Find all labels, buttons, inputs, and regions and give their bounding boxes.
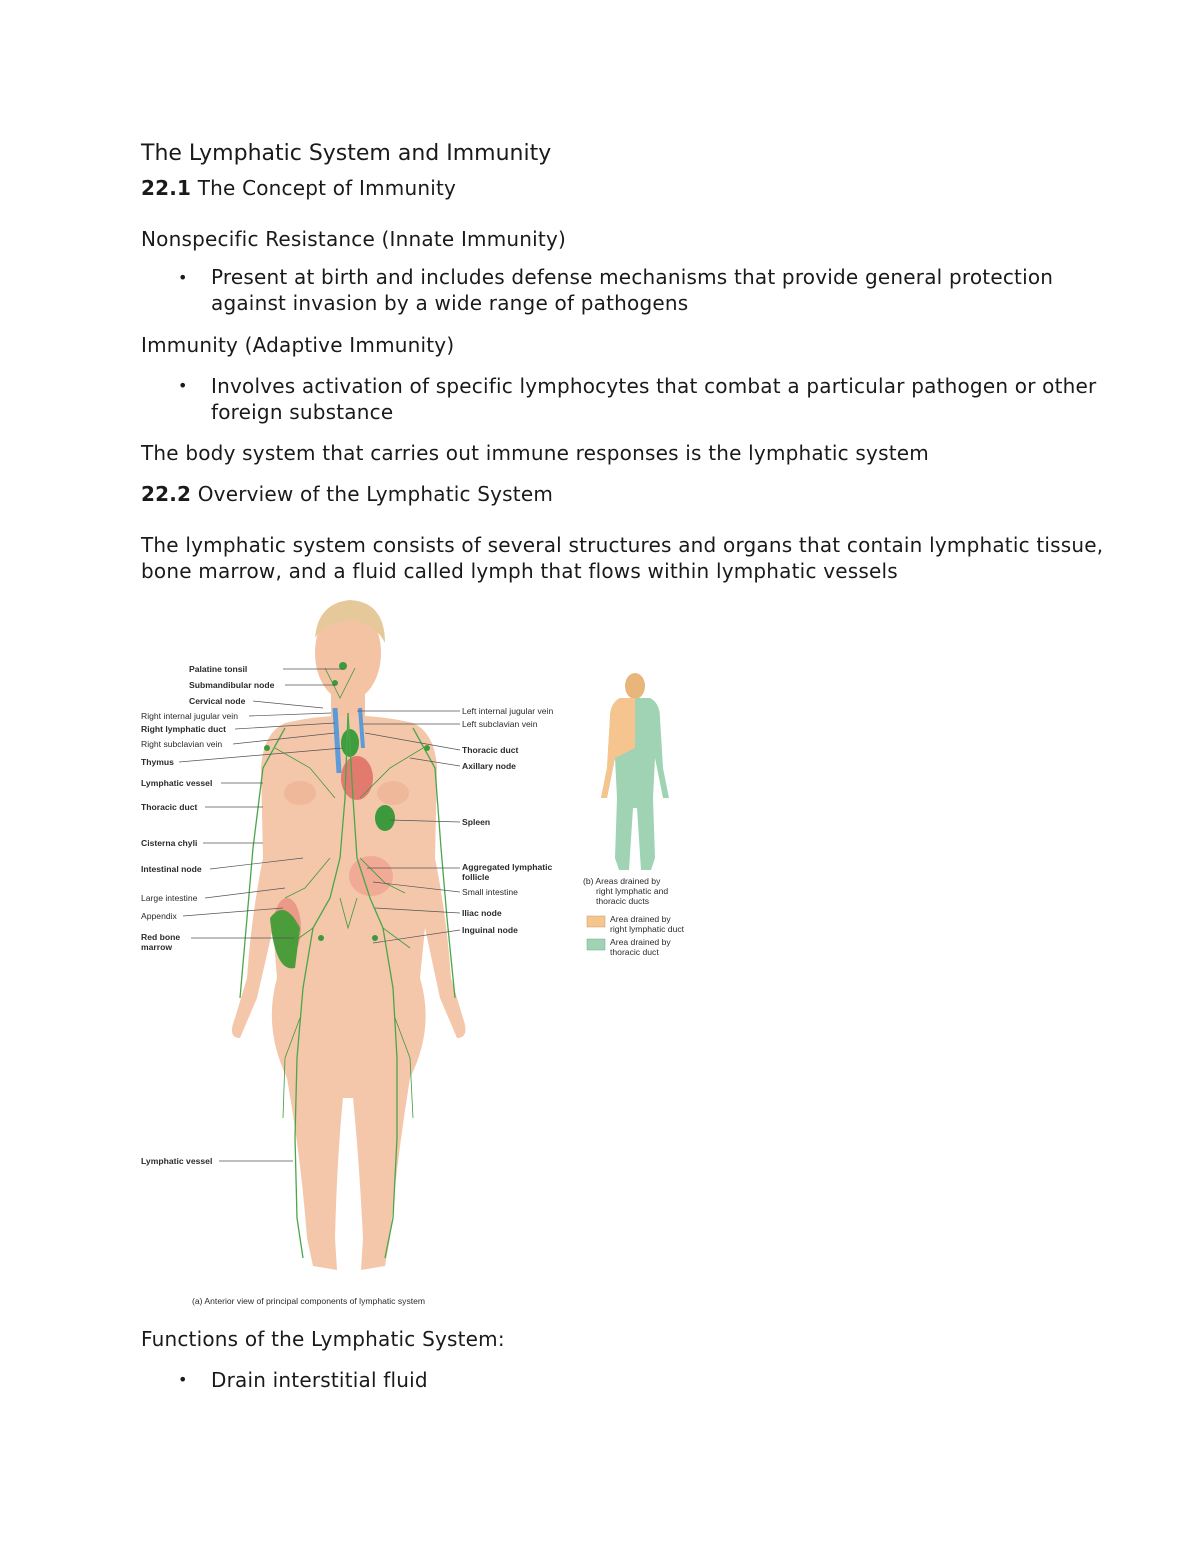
caption-b-line1: (b) Areas drained by bbox=[583, 876, 661, 886]
label-marrow: marrow bbox=[141, 942, 173, 952]
label-right-internal-jugular-vein: Right internal jugular vein bbox=[141, 711, 238, 721]
page-title: The Lymphatic System and Immunity bbox=[141, 141, 552, 166]
nonspecific-heading: Nonspecific Resistance (Innate Immunity) bbox=[141, 227, 566, 251]
label-small-intestine: Small intestine bbox=[462, 887, 518, 897]
section-title: The Concept of Immunity bbox=[197, 176, 457, 200]
section-heading-22-2 bbox=[141, 482, 553, 506]
label-lymphatic-vessel-lower: Lymphatic vessel bbox=[141, 1156, 213, 1166]
nonspecific-bullet-line2: against invasion by a wide range of pathogens bbox=[211, 291, 689, 315]
caption-a: (a) Anterior view of principal components of lymphatic system bbox=[192, 1296, 426, 1306]
body-system-text: The body system that carries out immune responses is the lymphatic system bbox=[141, 441, 929, 465]
label-right-subclavian-vein: Right subclavian vein bbox=[141, 739, 223, 749]
legend-2-line2: thoracic duct bbox=[610, 947, 659, 957]
legend-1-line2: right lymphatic duct bbox=[610, 924, 685, 934]
label-iliac-node: Iliac node bbox=[462, 908, 502, 918]
label-left-subclavian-vein: Left subclavian vein bbox=[462, 719, 538, 729]
label-palatine-tonsil: Palatine tonsil bbox=[189, 664, 248, 674]
functions-heading: Functions of the Lymphatic System: bbox=[141, 1327, 505, 1351]
label-red-bone: Red bone bbox=[141, 932, 181, 942]
label-submandibular-node: Submandibular node bbox=[189, 680, 275, 690]
section-title: Overview of the Lymphatic System bbox=[197, 482, 554, 506]
label-thoracic-duct: Thoracic duct bbox=[141, 802, 198, 812]
label-lymphatic-vessel: Lymphatic vessel bbox=[141, 778, 213, 788]
section-heading-22-1 bbox=[141, 176, 456, 200]
functions-item: Drain interstitial fluid bbox=[211, 1368, 428, 1392]
label-inguinal-node: Inguinal node bbox=[462, 925, 518, 935]
bullet-icon: • bbox=[178, 268, 188, 287]
adaptive-heading: Immunity (Adaptive Immunity) bbox=[141, 333, 455, 357]
bullet-icon: • bbox=[178, 376, 188, 395]
label-aggregated-lymphatic: Aggregated lymphatic bbox=[462, 862, 553, 872]
drainage-diagram bbox=[601, 673, 669, 870]
label-thoracic-duct-right: Thoracic duct bbox=[462, 745, 519, 755]
label-intestinal-node: Intestinal node bbox=[141, 864, 202, 874]
overview-line2: bone marrow, and a fluid called lymph that flows within lymphatic vessels bbox=[141, 559, 898, 583]
label-right-lymphatic-duct: Right lymphatic duct bbox=[141, 724, 226, 734]
bullet-icon: • bbox=[178, 1370, 188, 1389]
label-large-intestine: Large intestine bbox=[141, 893, 198, 903]
label-left-internal-jugular-vein: Left internal jugular vein bbox=[462, 706, 554, 716]
label-cisterna-chyli: Cisterna chyli bbox=[141, 838, 198, 848]
nonspecific-bullet-line1: Present at birth and includes defense mechanisms that provide general protection bbox=[211, 265, 1054, 289]
label-axillary-node: Axillary node bbox=[462, 761, 516, 771]
label-cervical-node: Cervical node bbox=[189, 696, 246, 706]
section-number: 22.1 bbox=[141, 176, 192, 200]
adaptive-bullet-line2: foreign substance bbox=[211, 400, 394, 424]
legend-2-line1: Area drained by bbox=[610, 937, 671, 947]
caption-b-line3: thoracic ducts bbox=[596, 896, 650, 906]
legend-swatch-right-lymphatic bbox=[587, 916, 605, 927]
adaptive-bullet-line1: Involves activation of specific lymphocytes that combat a particular pathogen or other bbox=[211, 374, 1097, 398]
legend-1-line1: Area drained by bbox=[610, 914, 671, 924]
label-appendix: Appendix bbox=[141, 911, 177, 921]
label-thymus: Thymus bbox=[141, 757, 174, 767]
lymphatic-system-figure bbox=[135, 598, 700, 1310]
overview-line1: The lymphatic system consists of several structures and organs that contain lymphatic tissue, bbox=[141, 533, 1104, 557]
body-silhouette bbox=[232, 600, 465, 1270]
caption-b-line2: right lymphatic and bbox=[596, 886, 669, 896]
legend-swatch-thoracic bbox=[587, 939, 605, 950]
label-spleen: Spleen bbox=[462, 817, 491, 827]
section-number: 22.2 bbox=[141, 482, 192, 506]
label-follicle: follicle bbox=[462, 872, 490, 882]
